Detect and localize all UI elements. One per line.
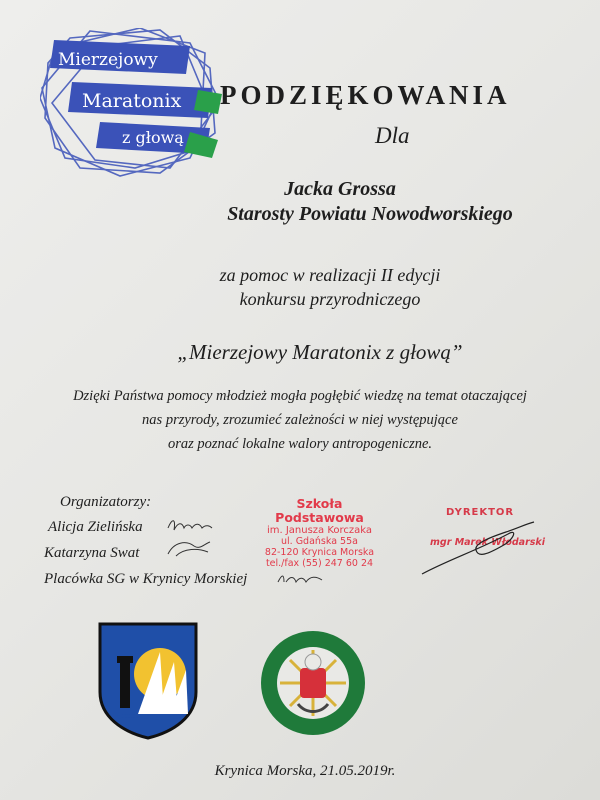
- reason-line-1: za pomoc w realizacji II edycji: [219, 265, 441, 285]
- description-line-2: nas przyrody, zrozumieć zależności w niej występujące: [142, 412, 458, 428]
- organizer-1: Alicja Zielińska: [48, 519, 143, 535]
- organizer-2: Katarzyna Swat: [44, 545, 140, 561]
- recipient-role: Starosty Powiatu Nowodworskiego: [227, 203, 513, 225]
- description-line-3: oraz poznać lokalne walory antropogeniczne.: [167, 436, 433, 452]
- organizers-label: Organizatorzy:: [60, 494, 152, 510]
- certificate-title: PODZIĘKOWANIA: [220, 80, 511, 110]
- school-stamp-line-1: Szkoła Podstawowa: [275, 496, 364, 525]
- town-crest-icon: [98, 622, 198, 740]
- signature-1-icon: [166, 516, 214, 534]
- border-guard-emblem-graphic: [258, 628, 368, 738]
- school-stamp: [252, 497, 387, 569]
- reason-line-2: konkursu przyrodniczego: [239, 289, 421, 309]
- border-guard-emblem: [258, 628, 368, 738]
- contest-logo: [40, 28, 225, 178]
- school-stamp-line-4: 82-120 Krynica Morska: [264, 547, 375, 558]
- signature-2-icon: [164, 538, 214, 560]
- director-stamp-name: mgr Marek Włodarski: [430, 537, 546, 548]
- logo-line-1: Mierzejowy: [58, 50, 158, 70]
- place-and-date: Krynica Morska, 21.05.2019r.: [214, 763, 396, 779]
- signature-3-icon: [276, 570, 326, 588]
- for-label: Dla: [375, 123, 410, 148]
- contest-name: „Mierzejowy Maratonix z głową”: [177, 340, 463, 364]
- school-stamp-line-5: tel./fax (55) 247 60 24: [265, 558, 374, 569]
- school-stamp-line-3: ul. Gdańska 55a: [281, 536, 358, 547]
- school-stamp-line-2: im. Janusza Korczaka: [266, 525, 373, 536]
- director-stamp-title: DYREKTOR: [446, 507, 515, 518]
- director-signature-icon: [418, 520, 538, 578]
- description-line-1: Dzięki Państwa pomocy młodzież mogła pogłębić wiedzę na temat otaczającej: [73, 388, 527, 404]
- logo-line-3: z głową: [122, 128, 184, 147]
- recipient-name: Jacka Grossa: [284, 178, 396, 200]
- organizer-3: Placówka SG w Krynicy Morskiej: [44, 571, 248, 587]
- logo-line-2: Maratonix: [82, 90, 182, 112]
